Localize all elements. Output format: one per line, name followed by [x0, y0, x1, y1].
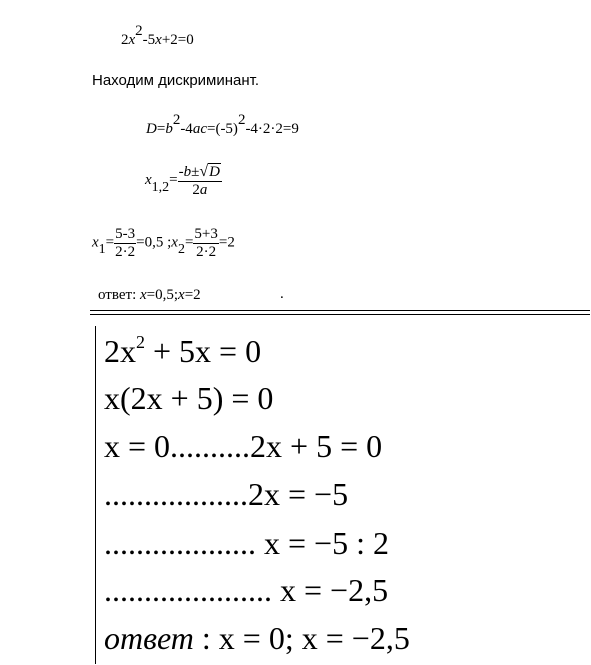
disc-eq1: =	[156, 121, 166, 137]
roots-num-pm: ±	[191, 164, 200, 180]
answer-x2: x	[178, 287, 185, 303]
roots-den-a: a	[199, 181, 208, 198]
heading-text: Находим дискриминант.	[92, 72, 260, 89]
divider-bottom	[90, 314, 590, 315]
x1-sub: 1	[98, 242, 106, 258]
roots-values	[92, 226, 235, 260]
line7-label: ответ	[104, 620, 194, 656]
line1-b: + 5x = 0	[145, 333, 262, 369]
solution-line-2: x(2x + 5) = 0	[104, 380, 274, 416]
roots-num-D: D	[209, 164, 220, 180]
answer-line-top	[98, 287, 201, 304]
eq-var: x	[128, 32, 136, 48]
eq-exp: 2	[135, 23, 143, 39]
line1-a: 2x	[104, 333, 136, 369]
sqrt-symbol	[199, 163, 221, 181]
x1-fraction	[114, 226, 136, 260]
disc-exp1: 2	[172, 112, 181, 128]
equation-line	[121, 23, 194, 49]
disc-ac: ac	[192, 121, 207, 137]
disc-mid: -4	[180, 121, 193, 137]
roots-denominator	[178, 182, 222, 199]
solution-line-1	[104, 333, 261, 370]
x1-num: 5-3	[115, 226, 136, 242]
x2-num: 5+3	[194, 226, 218, 242]
roots-formula	[145, 163, 222, 198]
x2-fraction	[193, 226, 218, 260]
solution-line-5: ................... x = −5 : 2	[104, 525, 389, 561]
vertical-rule	[95, 326, 96, 664]
x2-res: =2	[218, 234, 235, 251]
x1-den: 2·2	[115, 243, 136, 260]
heading-discriminant	[92, 72, 259, 89]
answer-v1: =0,5;	[146, 287, 179, 303]
x2-den: 2·2	[196, 243, 217, 260]
answer-x1: x	[139, 287, 147, 303]
roots-fraction	[178, 163, 222, 198]
line7-rest: : x = 0; x = −2,5	[193, 620, 410, 656]
discriminant-line	[146, 112, 299, 138]
eq-end: +2=0	[161, 32, 194, 48]
eq-rest: -5	[142, 32, 156, 48]
roots-x: x	[145, 171, 152, 188]
disc-b: b	[165, 121, 173, 137]
x2-sub: 2	[177, 242, 185, 258]
roots-num-minus: -	[178, 164, 184, 180]
line1-exp: 2	[136, 332, 145, 352]
roots-eq: =	[169, 171, 178, 188]
roots-numerator	[178, 163, 222, 182]
roots-den-2: 2	[192, 181, 200, 198]
roots-num-b: b	[183, 164, 192, 180]
disc-end: -4·2·2=9	[245, 121, 299, 137]
roots-sub: 1,2	[151, 179, 170, 195]
answer-v2: =2	[184, 287, 201, 303]
radical-sign: √	[199, 163, 209, 180]
x1-x: x	[92, 234, 99, 251]
x2-x: x	[171, 234, 178, 251]
solution-line-3: x = 0..........2x + 5 = 0	[104, 428, 383, 464]
solution-line-4: ..................2x = −5	[104, 476, 349, 512]
disc-exp2: 2	[237, 112, 246, 128]
eq-coef: 2	[121, 32, 129, 48]
answer-label: ответ:	[98, 287, 140, 303]
solution-line-6: ..................... x = −2,5	[104, 572, 389, 608]
x2-eq: =	[184, 234, 194, 251]
divider-top	[90, 310, 590, 311]
disc-D: D	[146, 121, 157, 137]
eq-var2: x	[155, 32, 162, 48]
x1-res: =0,5 ;	[136, 234, 172, 251]
x1-eq: =	[105, 234, 115, 251]
solution-line-7	[104, 620, 410, 657]
answer-dot: .	[280, 286, 284, 302]
disc-eq2: =(-5)	[206, 121, 238, 137]
